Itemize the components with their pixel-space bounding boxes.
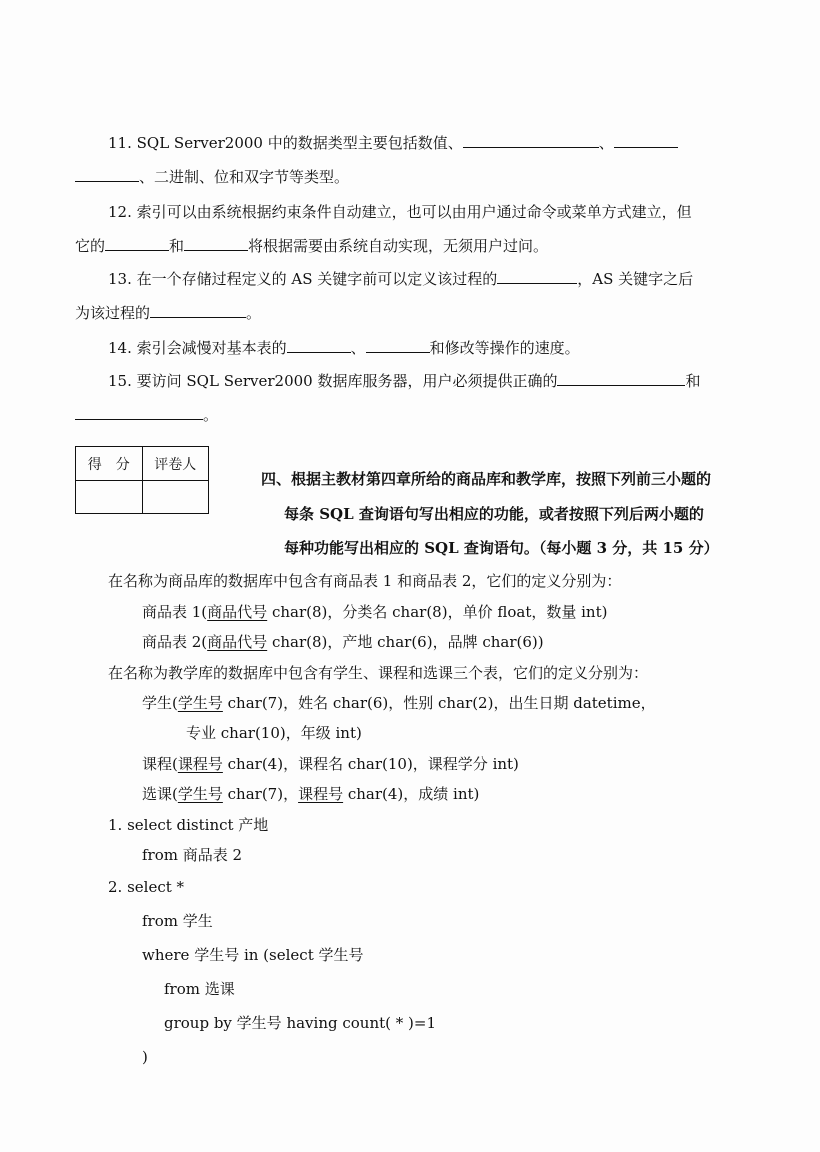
table1-definition [142,601,607,623]
q15-text-pre: 15. 要访问 SQL Server2000 数据库服务器，用户必须提供正确的 [108,372,558,390]
q15-text-end: 。 [203,406,219,424]
query2-line4: from 选课 [164,980,235,998]
q11-blank-2-cont[interactable] [75,166,139,182]
elective-key-student: 学生号 [177,785,223,803]
q15-blank-2[interactable] [75,404,203,420]
question-14 [108,337,580,359]
question-13-cont [75,302,261,324]
q13-text-pre2: 为该过程的 [75,304,151,322]
q12-text-pre: 它的 [75,237,106,255]
q11-text-end: 、二进制、位和双字节等类型。 [139,168,350,186]
q13-blank-1[interactable] [497,268,577,284]
score-cell[interactable] [76,481,143,514]
course-definition [142,753,519,775]
q12-blank-2[interactable] [184,235,248,251]
section4-title-line2: 每条 SQL 查询语句写出相应的功能，或者按照下列后两小题的 [284,505,704,523]
table2-definition [142,631,544,653]
student-definition-cont: 专业 char(10)，年级 int) [186,724,362,742]
q12-text-post: 将根据需要由系统自动实现，无须用户过问。 [248,237,549,255]
edu-db-intro: 在名称为教学库的数据库中包含有学生、课程和选课三个表，它们的定义分别为： [108,664,649,682]
elective-columns-mid: char(7)， [222,785,299,803]
section4-title-line3: 每种功能写出相应的 SQL 查询语句。（每小题 3 分，共 15 分） [284,539,719,557]
query2-line5: group by 学生号 having count( * )=1 [164,1014,436,1032]
q15-text-post: 和 [685,372,701,390]
table2-key: 商品代号 [207,633,268,651]
shop-db-intro: 在名称为商品库的数据库中包含有商品表 1 和商品表 2，它们的定义分别为： [108,572,622,590]
q11-blank-1[interactable] [463,132,599,148]
q13-text-pre: 13. 在一个存储过程定义的 AS 关键字前可以定义该过程的 [108,270,498,288]
q14-blank-1[interactable] [287,337,351,353]
table2-columns: char(8)，产地 char(6)，品牌 char(6)) [267,633,544,651]
course-columns: char(4)，课程名 char(10)，课程学分 int) [222,755,519,773]
elective-name: 选课( [142,785,178,803]
student-definition [142,692,656,714]
query1-line2: from 商品表 2 [142,846,243,864]
course-key: 课程号 [177,755,223,773]
elective-key-course: 课程号 [298,785,344,803]
q11-blank-2[interactable] [614,132,678,148]
student-key: 学生号 [177,694,223,712]
student-columns: char(7)，姓名 char(6)，性别 char(2)，出生日期 datetime， [222,694,656,712]
q14-separator: 、 [350,339,366,357]
query2-line1: 2. select * [108,878,185,896]
grader-label: 评卷人 [142,447,209,481]
q14-blank-2[interactable] [366,337,430,353]
grader-cell[interactable] [142,481,209,514]
question-13 [108,268,693,290]
q11-text: 11. SQL Server2000 中的数据类型主要包括数值、 [108,134,463,152]
q11-separator: 、 [598,134,614,152]
q13-blank-2[interactable] [150,302,246,318]
query2-line2: from 学生 [142,912,213,930]
elective-definition [142,783,479,805]
q12-text-mid: 和 [169,237,185,255]
question-15-cont [75,404,218,426]
question-12 [108,201,692,223]
question-11 [108,132,678,154]
question-12-cont [75,235,548,257]
course-name: 课程( [142,755,178,773]
q14-text-post: 和修改等操作的速度。 [429,339,580,357]
q13-text-post: ，AS 关键字之后 [577,270,694,288]
table1-name: 商品表 1( [142,603,208,621]
question-11-cont [75,166,349,188]
score-box [75,446,209,514]
query1-line1: 1. select distinct 产地 [108,816,269,834]
table2-name: 商品表 2( [142,633,208,651]
q15-blank-1[interactable] [557,370,685,386]
query2-line3: where 学生号 in (select 学生号 [142,946,364,964]
table1-columns: char(8)，分类名 char(8)，单价 float，数量 int) [267,603,608,621]
elective-columns: char(4)，成绩 int) [343,785,480,803]
score-label: 得 分 [76,447,143,481]
query2-line6: ) [142,1048,148,1066]
student-name: 学生( [142,694,178,712]
q13-text-end: 。 [246,304,262,322]
q12-blank-1[interactable] [105,235,169,251]
section4-title-line1: 四、根据主教材第四章所给的商品库和教学库，按照下列前三小题的 [261,470,712,488]
q14-text-pre: 14. 索引会减慢对基本表的 [108,339,287,357]
table1-key: 商品代号 [207,603,268,621]
q12-text: 12. 索引可以由系统根据约束条件自动建立，也可以由用户通过命令或菜单方式建立，但 [108,203,692,221]
question-15 [108,370,701,392]
